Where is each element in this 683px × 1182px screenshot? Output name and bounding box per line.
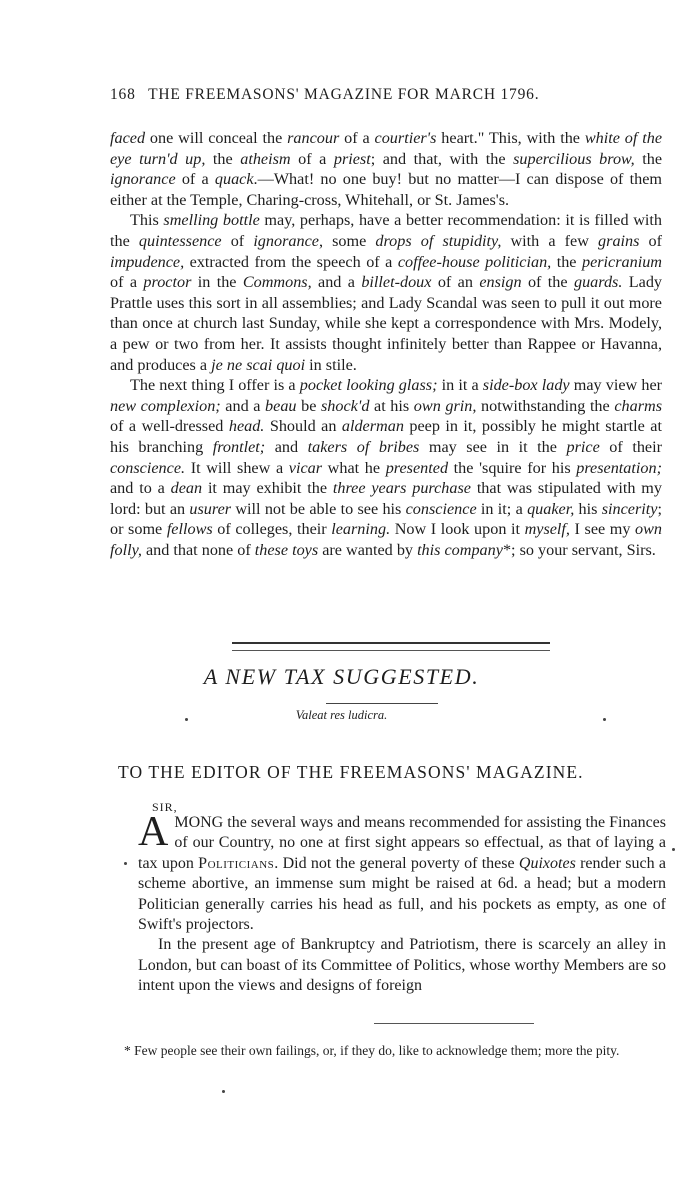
salutation: SIR, <box>152 800 178 814</box>
italic-text: new complexion; <box>110 396 221 415</box>
italic-text: ensign <box>479 273 522 292</box>
text-run: in it; a <box>476 499 528 518</box>
small-caps-text: Politicians <box>198 854 275 872</box>
text-run: peep in it, possibly he might startle at his branching <box>110 417 662 456</box>
italic-text: supercilious brow, <box>513 149 635 168</box>
text-run: in stile. <box>305 355 357 374</box>
italic-text: coffee-house politician, <box>397 252 552 271</box>
text-run: and to a <box>110 479 171 498</box>
text-run: ; and that, with the <box>370 149 514 168</box>
text-run: extracted from the speech of a <box>184 252 398 271</box>
italic-text: Commons, <box>242 273 312 292</box>
italic-text: white of the eye turn'd up, <box>110 129 662 168</box>
text-run: . Did not the general poverty of these <box>274 854 519 872</box>
text-run: and <box>265 437 308 456</box>
running-title: THE FREEMASONS' MAGAZINE FOR MARCH 1796. <box>148 86 540 103</box>
italic-text: ignorance <box>110 170 176 189</box>
italic-text: conscience <box>405 499 477 518</box>
text-run: heart." This, with the <box>436 129 585 147</box>
italic-text: priest <box>333 149 371 168</box>
text-run: may view her <box>569 376 663 395</box>
text-run: and a <box>220 396 266 415</box>
text-run: I see my <box>569 520 636 539</box>
italic-text: alderman <box>341 417 404 436</box>
italic-text: pocket looking glass; <box>299 376 438 395</box>
italic-text: quaker, <box>527 499 575 518</box>
print-speck <box>222 1090 225 1093</box>
footnote: * Few people see their own failings, or, if they do, like to acknowledge them; more the pity. <box>124 1043 620 1058</box>
italic-text: fellows <box>166 520 213 539</box>
italic-text: smelling bottle <box>163 211 260 230</box>
italic-text: guards. <box>573 273 623 292</box>
text-run: of a well-dressed <box>110 417 229 436</box>
text-run: that was stipulated with my lord: but an <box>110 479 662 518</box>
text-run: be <box>296 396 321 415</box>
text-run: the <box>634 149 663 168</box>
italic-text: own grin, <box>413 396 477 415</box>
text-run: in the <box>191 273 243 292</box>
italic-text: vicar <box>288 458 323 477</box>
italic-text: beau <box>265 396 297 415</box>
text-run: of an <box>431 273 480 292</box>
text-run: will not be able to see his <box>231 499 406 518</box>
italic-text: Quixotes <box>518 854 576 872</box>
text-run: render such a scheme abortive, an immense sum might be raised at 6d. a head; but a modern Politician generally carries his head as full, and his pockets as empty, as one of Swift's projectors. <box>138 854 667 934</box>
italic-text: price <box>566 437 600 456</box>
text-run: of the <box>521 273 574 292</box>
italic-text: pericranium <box>581 252 662 271</box>
italic-text: conscience. <box>110 458 186 477</box>
drop-cap: A <box>138 809 169 855</box>
text-run: of their <box>599 437 662 456</box>
text-run: This <box>130 211 164 230</box>
text-run: with a few <box>501 231 599 250</box>
print-speck <box>603 718 606 721</box>
text-run: of a <box>110 273 144 292</box>
text-run: Lady Prattle uses this sort in all assemblies; and Lady Scandal was seen to pull it out more than once at church last Sunday, while she kept a correspondence with Mrs. Modely, a pew or two from her. It assists thought infinitely better than Rappee or Havanna, and produces a <box>110 273 663 374</box>
article-motto: Valeat res ludicra. <box>295 708 388 722</box>
section-divider <box>232 642 550 651</box>
italic-text: presentation; <box>576 458 662 477</box>
text-run: Now I look upon it <box>390 520 525 539</box>
text-run: and a <box>311 273 362 292</box>
text-run: are wanted by <box>318 540 418 559</box>
text-run: the <box>551 252 582 271</box>
italic-text: dean <box>170 479 203 498</box>
text-run: of a <box>175 170 215 189</box>
italic-text: sincerity <box>601 499 658 518</box>
paragraph <box>110 210 662 375</box>
italic-text: grains <box>598 231 640 250</box>
text-run: his <box>574 499 602 518</box>
text-run: of a <box>339 129 375 147</box>
italic-text: these toys <box>254 540 319 559</box>
text-run: *; so your servant, Sirs. <box>502 540 656 559</box>
text-run: notwithstanding the <box>476 396 615 415</box>
italic-text: presented <box>385 458 449 477</box>
text-run: Should an <box>264 417 342 436</box>
italic-text: quack <box>214 170 254 189</box>
italic-text: drops of stupidity, <box>375 231 502 250</box>
italic-text: atheism <box>240 149 291 168</box>
italic-text: learning. <box>331 520 391 539</box>
paragraph <box>110 128 662 210</box>
italic-text: own folly, <box>110 520 663 559</box>
text-run: the 'squire for his <box>448 458 577 477</box>
text-run: it may exhibit the <box>202 479 333 498</box>
text-run: It will shew a <box>185 458 289 477</box>
text-run: may, perhaps, have a better recommendation: it is filled with the <box>110 211 662 250</box>
italic-text: charms <box>614 396 662 415</box>
footnote-rule <box>374 1023 534 1024</box>
italic-text: three years purchase <box>332 479 471 498</box>
italic-text: courtier's <box>374 129 437 147</box>
italic-text: side-box lady <box>482 376 570 395</box>
text-run: what he <box>322 458 386 477</box>
text-run: , some <box>318 231 376 250</box>
article-body <box>138 809 667 997</box>
paragraph-text <box>138 809 667 934</box>
text-run: In the present age of Bankruptcy and Patriotism, there is scarcely an alley in London, but can boast of its Committee of Politics, whose worthy Members are so intent upon the views and designs of foreign <box>138 936 666 995</box>
page-number: 168 <box>110 86 136 103</box>
italic-text: ignorance <box>253 231 319 250</box>
italic-text: faced <box>110 129 146 147</box>
italic-text: quintessence <box>138 231 222 250</box>
print-speck <box>185 718 188 721</box>
text-run: and that none of <box>141 540 255 559</box>
text-run: The next thing I offer is a <box>130 376 300 395</box>
italic-text: rancour <box>287 129 340 147</box>
article-title: A NEW TAX SUGGESTED. <box>203 664 480 689</box>
text-run: one will conceal the <box>145 129 288 147</box>
text-run: of <box>639 231 663 250</box>
italic-text: proctor <box>143 273 192 292</box>
text-run: at his <box>369 396 414 415</box>
italic-text: usurer <box>189 499 232 518</box>
text-run: of <box>221 231 254 250</box>
italic-text: this company <box>417 540 503 559</box>
italic-text: billet-doux <box>361 273 432 292</box>
italic-text: takers of bribes <box>307 437 420 456</box>
text-run: ; or some <box>110 499 662 539</box>
text-run: MONG the several ways and means recommended for assisting the Finances of our Country, no one at first sight appears so effectual, as that of laying a tax upon <box>138 814 666 872</box>
print-speck <box>124 862 127 865</box>
running-header <box>110 86 610 104</box>
text-run: of a <box>290 149 334 168</box>
continued-article-text <box>110 128 662 560</box>
italic-text: frontlet; <box>212 437 266 456</box>
italic-text: impudence, <box>110 252 185 271</box>
italic-text: shock'd <box>321 396 370 415</box>
print-speck <box>672 848 675 851</box>
text-run: may see in it the <box>419 437 567 456</box>
paragraph <box>138 809 667 935</box>
text-run: the <box>205 149 241 168</box>
italic-text: head. <box>228 417 265 436</box>
addressee-line: TO THE EDITOR OF THE FREEMASONS' MAGAZINE. <box>118 762 584 782</box>
italic-text: myself, <box>524 520 570 539</box>
motto-rule <box>326 703 438 704</box>
text-run: of colleges, their <box>212 520 332 539</box>
italic-text: je ne scai quoi <box>211 355 306 374</box>
paragraph <box>138 935 666 996</box>
text-run: .—What! no one buy! but no matter—I can dispose of them either at the Temple, Charing-cross, Whitehall, or St. James's. <box>110 170 662 209</box>
text-run: in it a <box>437 376 483 395</box>
paragraph <box>110 375 662 560</box>
